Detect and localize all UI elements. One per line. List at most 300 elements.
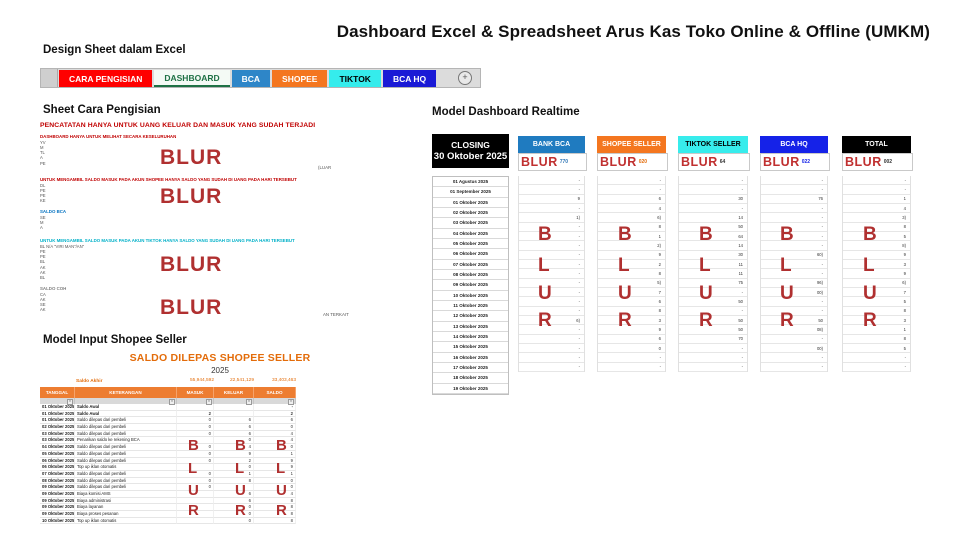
value-cell: -: [761, 241, 827, 250]
table-row: [40, 504, 296, 511]
blur-overlay-letter: R: [235, 502, 246, 519]
value-column: [678, 176, 748, 372]
value-cell: -: [679, 363, 747, 372]
value-cell: -: [843, 363, 910, 372]
value-cell: 6): [843, 279, 910, 288]
value-cell: 8: [598, 223, 665, 232]
instruction-text-stub: BL N/A "VIRI MAN"/AN": [40, 243, 85, 249]
instruction-block: [40, 209, 66, 230]
sheet-tab-dashboard[interactable]: DASHBOARD: [154, 70, 229, 87]
value-cell: -: [519, 363, 584, 372]
table-cell: 9: [254, 458, 296, 465]
table-row: [40, 471, 296, 478]
instruction-text-stub: KE: [40, 198, 46, 204]
date-cell: 14 Oktober 2025: [433, 332, 508, 342]
blur-overlay: BLUR: [160, 185, 223, 208]
table-cell: 06 Oktober 2025: [42, 464, 75, 470]
blur-overlay: BLUR: [160, 146, 223, 169]
value-cell: 00): [761, 288, 827, 297]
date-cell: 17 Oktober 2025: [433, 363, 508, 373]
blur-overlay-letter: U: [538, 283, 552, 304]
value-cell: 75: [679, 279, 747, 288]
value-cell: 8: [843, 335, 910, 344]
closing-date: 30 Oktober 2025: [433, 151, 508, 162]
instruction-caption: UNTUK MENGAMBIL SALDO MASUK PADA AKUN TIKTOK HANYA SALDO YANG SUDAH DI UANG PADA HARI TERSEBUT: [40, 238, 295, 243]
account-summary-box: [597, 153, 668, 171]
value-cell: -: [519, 185, 584, 194]
table-row: [40, 478, 296, 485]
date-cell: 13 Oktober 2025: [433, 322, 508, 332]
table-cell: Saldo dilepas dari pembeli: [75, 431, 177, 438]
blur-overlay-letter: L: [780, 255, 792, 276]
table-cell: 6: [214, 417, 254, 424]
blur-overlay: BLUR: [160, 253, 223, 276]
table-cell: 4: [254, 491, 296, 498]
value-cell: 14: [679, 213, 747, 222]
value-cell: -: [519, 335, 584, 344]
date-cell: 05 Oktober 2025: [433, 239, 508, 249]
blur-overlay: BLUR: [521, 155, 558, 169]
value-cell: 30: [679, 251, 747, 260]
value-cell: 1): [519, 213, 584, 222]
value-cell: -: [519, 223, 584, 232]
table-cell: Saldo dilepas dari pembeli: [75, 458, 177, 465]
value-cell: -: [519, 176, 584, 185]
value-cell: -: [761, 335, 827, 344]
instruction-text-stub: AK: [40, 269, 46, 275]
value-cell: -: [679, 353, 747, 362]
date-cell: 08 Oktober 2025: [433, 270, 508, 280]
value-cell: 50: [761, 316, 827, 325]
value-cell: 1: [843, 325, 910, 334]
table-cell: 4: [254, 431, 296, 438]
table-cell: Saldo dilepas dari pembeli: [75, 478, 177, 485]
value-column: [842, 176, 911, 372]
closing-label: CLOSING: [451, 140, 490, 150]
instruction-text-stub: YV: [40, 139, 46, 145]
value-cell: -: [679, 176, 747, 185]
instruction-text-stub: DL: [40, 182, 46, 188]
blur-overlay-letter: L: [618, 255, 630, 276]
value-cell: 9: [519, 195, 584, 204]
table-cell: 8: [214, 478, 254, 485]
value-cell: 8: [843, 223, 910, 232]
cara-pengisian-heading: Sheet Cara Pengisian: [43, 104, 161, 116]
table-cell: Saldo dilepas dari pembeli: [75, 471, 177, 478]
filter-button-icon[interactable]: ▾: [67, 399, 73, 405]
value-cell: -: [598, 353, 665, 362]
date-cell: 07 Oktober 2025: [433, 260, 508, 270]
blur-overlay-letter: B: [863, 224, 877, 245]
table-cell: Saldo dilepas dari pembeli: [75, 451, 177, 458]
value-cell: 3: [843, 260, 910, 269]
value-cell: -: [519, 325, 584, 334]
table-cell: 0: [254, 444, 296, 451]
value-cell: 96): [761, 279, 827, 288]
shopee-col-keterangan: KETERANGAN: [75, 387, 177, 398]
table-cell: 9: [254, 464, 296, 471]
value-cell: -: [679, 344, 747, 353]
value-cell: -: [598, 185, 665, 194]
tab-scroll-area[interactable]: [41, 69, 58, 87]
value-cell: -: [761, 307, 827, 316]
value-cell: -: [519, 251, 584, 260]
value-cell: 7: [843, 288, 910, 297]
date-cell: 12 Oktober 2025: [433, 311, 508, 321]
value-cell: 11: [679, 260, 747, 269]
account-header-shopee-seller: SHOPEE SELLER: [597, 136, 666, 153]
table-cell: 0: [177, 458, 214, 465]
blur-overlay-letter: L: [863, 255, 875, 276]
instruction-text-stub: AK: [40, 307, 46, 313]
blur-overlay-letter: U: [863, 283, 877, 304]
table-cell: 06 Oktober 2025: [42, 457, 75, 463]
table-cell: 0: [214, 511, 254, 518]
instruction-text-stub: BL: [40, 275, 46, 280]
table-cell: 09 Oktober 2025: [42, 484, 75, 490]
instruction-text-stub: PE: [40, 254, 46, 259]
filter-button-icon[interactable]: ▾: [288, 399, 294, 405]
value-cell: -: [679, 204, 747, 213]
value-cell: 1: [843, 195, 910, 204]
value-cell: 2): [598, 241, 665, 250]
date-cell: 18 Oktober 2025: [433, 373, 508, 383]
value-cell: 0: [598, 344, 665, 353]
table-cell: [214, 484, 254, 491]
instruction-text-stub: CA: [40, 291, 46, 297]
value-cell: -: [679, 185, 747, 194]
add-sheet-button[interactable]: +: [458, 71, 472, 85]
value-cell: 50: [679, 223, 747, 232]
date-cell: 01 Oktober 2025: [433, 198, 508, 208]
account-summary-box: [678, 153, 750, 171]
filter-button-icon[interactable]: ▾: [169, 399, 175, 405]
table-row: [40, 464, 296, 471]
blur-overlay-letter: R: [863, 310, 877, 331]
table-cell: Biaya komisi AMS: [75, 491, 177, 498]
value-cell: 76: [761, 195, 827, 204]
value-cell: 30: [679, 195, 747, 204]
value-cell: -: [519, 307, 584, 316]
table-cell: Saldo dilepas dari pembeli: [75, 484, 177, 491]
instruction-text-stub: AK: [40, 264, 46, 270]
value-cell: 50: [679, 316, 747, 325]
value-cell: 5): [598, 279, 665, 288]
table-cell: 0: [177, 444, 214, 451]
date-cell: 11 Oktober 2025: [433, 301, 508, 311]
table-cell: Saldo dilepas dari pembeli: [75, 444, 177, 451]
instruction-block: [40, 134, 176, 166]
sheet-tab-tiktok[interactable]: TIKTOK: [329, 70, 380, 87]
sheet-tab-cara-pengisian[interactable]: CARA PENGISIAN: [59, 70, 152, 87]
value-cell: 6): [598, 213, 665, 222]
shopee-table-title: SALDO DILEPAS SHOPEE SELLER: [129, 352, 311, 364]
table-cell: 6: [214, 491, 254, 498]
value-cell: 5: [843, 297, 910, 306]
shopee-col-saldo: SALDO: [254, 387, 296, 398]
blur-overlay: BLUR: [763, 155, 800, 169]
saldo-akhir-keluar: 22,541,129: [229, 378, 254, 383]
instruction-text-stub: M: [40, 219, 44, 225]
value-cell: 7: [598, 288, 665, 297]
table-cell: [214, 404, 254, 411]
instruction-text-stub: PE: [40, 187, 46, 193]
table-cell: 09 Oktober 2025: [42, 511, 75, 516]
table-row: [40, 498, 296, 505]
instruction-text-stub: BL: [40, 259, 46, 265]
value-cell: -: [761, 213, 827, 222]
page-title: Dashboard Excel & Spreadsheet Arus Kas Toko Online & Offline (UMKM): [336, 22, 930, 41]
date-cell: 10 Oktober 2025: [433, 291, 508, 301]
saldo-akhir-row: [40, 378, 296, 383]
value-cell: -: [519, 260, 584, 269]
table-cell: 2: [254, 411, 296, 418]
value-cell: -: [843, 185, 910, 194]
blur-overlay-letter: R: [276, 502, 287, 519]
table-cell: Biaya administrasi: [75, 498, 177, 505]
table-cell: Saldo Awal: [75, 404, 177, 411]
blur-overlay-letter: U: [276, 482, 287, 499]
date-cell: 09 Oktober 2025: [433, 280, 508, 290]
account-summary-box: [518, 153, 587, 171]
blur-overlay-letter: B: [235, 437, 246, 454]
summary-value-fragment: 022: [801, 159, 811, 165]
table-cell: 09 Oktober 2025: [42, 490, 75, 496]
instruction-text-stub: M: [40, 144, 44, 150]
value-cell: 08): [761, 325, 827, 334]
instruction-text-stub: SE: [40, 214, 46, 220]
table-cell: 9: [214, 451, 254, 458]
value-cell: 3): [843, 213, 910, 222]
value-cell: 50: [679, 297, 747, 306]
blur-overlay-letter: R: [188, 502, 199, 519]
blur-overlay-letter: U: [618, 283, 632, 304]
table-cell: 8: [254, 511, 296, 518]
table-cell: Saldo Awal: [75, 411, 177, 418]
date-cell: 01 Agustus 2025: [433, 177, 508, 187]
summary-value-fragment: 64: [719, 159, 726, 165]
table-cell: 0: [254, 484, 296, 491]
table-cell: 07 Oktober 2025: [42, 470, 75, 476]
table-row: [40, 518, 296, 525]
table-cell: 8: [254, 518, 296, 525]
blur-overlay: BLUR: [845, 155, 882, 169]
value-cell: 1: [598, 232, 665, 241]
blur-overlay-letter: L: [276, 460, 286, 477]
value-cell: -: [761, 353, 827, 362]
design-sheet-label: Design Sheet dalam Excel: [43, 44, 186, 56]
instruction-caption: DASHBOARD HANYA UNTUK MELIHAT SECARA KESELURUHAN: [40, 134, 177, 139]
value-cell: -: [761, 232, 827, 241]
sheet-tab-bca-hq[interactable]: BCA HQ: [383, 70, 436, 87]
table-cell: 4: [214, 444, 254, 451]
table-row: [40, 491, 296, 498]
sheet-tab-shopee[interactable]: SHOPEE: [272, 70, 327, 87]
value-cell: -: [519, 288, 584, 297]
blur-overlay-letter: U: [235, 482, 246, 499]
value-cell: -: [761, 297, 827, 306]
date-column: [432, 176, 509, 395]
date-cell: 01 September 2025: [433, 187, 508, 197]
blur-overlay-letter: U: [780, 283, 794, 304]
table-cell: 03 Oktober 2025: [42, 437, 75, 443]
table-cell: 10 Oktober 2025: [42, 517, 75, 523]
value-cell: 4: [598, 204, 665, 213]
summary-value-fragment: 020: [638, 159, 648, 165]
blur-overlay-letter: L: [235, 460, 245, 477]
table-cell: 2: [177, 411, 214, 418]
blur-overlay: BLUR: [681, 155, 718, 169]
date-cell: 19 Oktober 2025: [433, 384, 508, 394]
table-cell: -: [254, 404, 296, 411]
blur-overlay-letter: B: [276, 437, 287, 454]
value-cell: -: [519, 353, 584, 362]
table-cell: 08 Oktober 2025: [42, 477, 75, 483]
table-cell: Top up iklan otomatis: [75, 518, 177, 525]
value-cell: 5: [843, 344, 910, 353]
value-cell: 64: [679, 232, 747, 241]
table-cell: 2: [214, 458, 254, 465]
date-cell: 16 Oktober 2025: [433, 353, 508, 363]
instruction-text-stub: PE: [40, 248, 46, 254]
value-cell: 8: [598, 269, 665, 278]
table-row: [40, 431, 296, 438]
table-cell: 09 Oktober 2025: [42, 497, 75, 503]
table-row: [40, 484, 296, 491]
value-cell: -: [519, 269, 584, 278]
blur-overlay-letter: L: [538, 255, 550, 276]
blur-overlay-letter: B: [618, 224, 632, 245]
shopee-input-heading: Model Input Shopee Seller: [43, 334, 187, 346]
saldo-akhir-masuk: 55,944,592: [189, 378, 214, 383]
table-cell: 0: [254, 424, 296, 431]
instruction-text-stub: PE: [40, 193, 46, 198]
blur-overlay-letter: R: [618, 310, 632, 331]
summary-value-fragment: 770: [559, 159, 569, 165]
closing-header: [432, 134, 509, 168]
table-cell: Biaya proses pesanan: [75, 511, 177, 518]
date-cell: 15 Oktober 2025: [433, 342, 508, 352]
summary-value-fragment: 002: [883, 159, 893, 165]
value-cell: 70: [679, 335, 747, 344]
table-cell: 8: [254, 498, 296, 505]
table-cell: 0: [177, 478, 214, 485]
table-cell: 0: [214, 504, 254, 511]
value-cell: 8: [843, 307, 910, 316]
value-cell: 9: [598, 325, 665, 334]
shopee-col-keluar: KELUAR: [214, 387, 254, 398]
table-cell: 0: [177, 471, 214, 478]
value-cell: 00): [761, 344, 827, 353]
table-row: [40, 451, 296, 458]
blur-overlay-letter: U: [699, 283, 713, 304]
table-cell: 0: [214, 518, 254, 525]
table-cell: Penarikan saldo ke rekening BCA: [75, 437, 177, 444]
account-header-total: TOTAL: [842, 136, 911, 153]
table-cell: 0: [177, 451, 214, 458]
value-cell: 60): [761, 251, 827, 260]
date-cell: 02 Oktober 2025: [433, 208, 508, 218]
value-cell: -: [761, 176, 827, 185]
filter-button-icon[interactable]: ▾: [206, 399, 212, 405]
instruction-caption: SALDO COH: [40, 286, 67, 291]
filter-button-icon[interactable]: ▾: [246, 399, 252, 405]
table-cell: Saldo dilepas dari pembeli: [75, 417, 177, 424]
value-cell: 11: [679, 269, 747, 278]
value-cell: 9: [598, 251, 665, 260]
shopee-table-year: 2025: [211, 366, 229, 375]
value-cell: -: [598, 176, 665, 185]
table-row: [40, 444, 296, 451]
value-cell: 8: [598, 307, 665, 316]
blur-overlay-letter: B: [780, 224, 794, 245]
value-cell: 14: [679, 241, 747, 250]
account-summary-box: [842, 153, 913, 171]
table-cell: 0: [177, 417, 214, 424]
table-cell: 6: [214, 498, 254, 505]
table-row: [40, 437, 296, 444]
table-cell: [177, 404, 214, 411]
instruction-text-stub: AK: [40, 296, 46, 302]
instruction-text-stub: A: [40, 225, 43, 230]
value-cell: -: [519, 232, 584, 241]
value-cell: -: [761, 363, 827, 372]
blur-overlay-letter: R: [538, 310, 552, 331]
table-cell: 05 Oktober 2025: [42, 450, 75, 456]
instruction-text-stub: SE: [40, 302, 46, 307]
table-cell: 8: [254, 504, 296, 511]
value-cell: 6: [598, 297, 665, 306]
table-cell: 0: [177, 484, 214, 491]
table-row: [40, 424, 296, 431]
table-cell: 6: [254, 417, 296, 424]
table-row: [40, 404, 296, 411]
sheet-tab-bca[interactable]: BCA: [232, 70, 270, 87]
blur-overlay-letter: B: [188, 437, 199, 454]
value-cell: -: [761, 204, 827, 213]
value-cell: -: [679, 307, 747, 316]
table-row: [40, 458, 296, 465]
value-cell: -: [679, 288, 747, 297]
value-cell: 6: [598, 195, 665, 204]
value-cell: 5: [843, 232, 910, 241]
text-fragment-terkait: AN TERKAIT: [323, 312, 349, 317]
blur-overlay-letter: R: [699, 310, 713, 331]
shopee-table-body: [40, 404, 296, 524]
saldo-akhir-label: Saldo Akhir: [76, 379, 103, 384]
value-cell: 6: [598, 335, 665, 344]
value-cell: -: [519, 344, 584, 353]
value-cell: 9: [843, 251, 910, 260]
blur-overlay: BLUR: [600, 155, 637, 169]
value-cell: -: [843, 353, 910, 362]
instruction-caption: UNTUK MENGAMBIL SALDO MASUK PADA AKUN SHOPEE HANYA SALDO YANG SUDAH DI UANG PADA HARI TERSEBUT: [40, 177, 297, 182]
blur-overlay: BLUR: [160, 296, 223, 319]
instruction-caption: SALDO BCA: [40, 209, 67, 214]
table-cell: 6: [214, 431, 254, 438]
table-cell: 02 Oktober 2025: [42, 424, 75, 430]
table-cell: 0: [214, 464, 254, 471]
table-cell: 1: [214, 471, 254, 478]
table-cell: 01 Oktober 2025: [42, 404, 75, 409]
shopee-col-tanggal: TANGGAL: [40, 387, 75, 398]
value-cell: -: [519, 279, 584, 288]
value-cell: -: [761, 223, 827, 232]
table-cell: 0: [254, 478, 296, 485]
table-cell: Saldo dilepas dari pembeli: [75, 424, 177, 431]
table-cell: 0: [214, 437, 254, 444]
value-cell: 9: [843, 269, 910, 278]
